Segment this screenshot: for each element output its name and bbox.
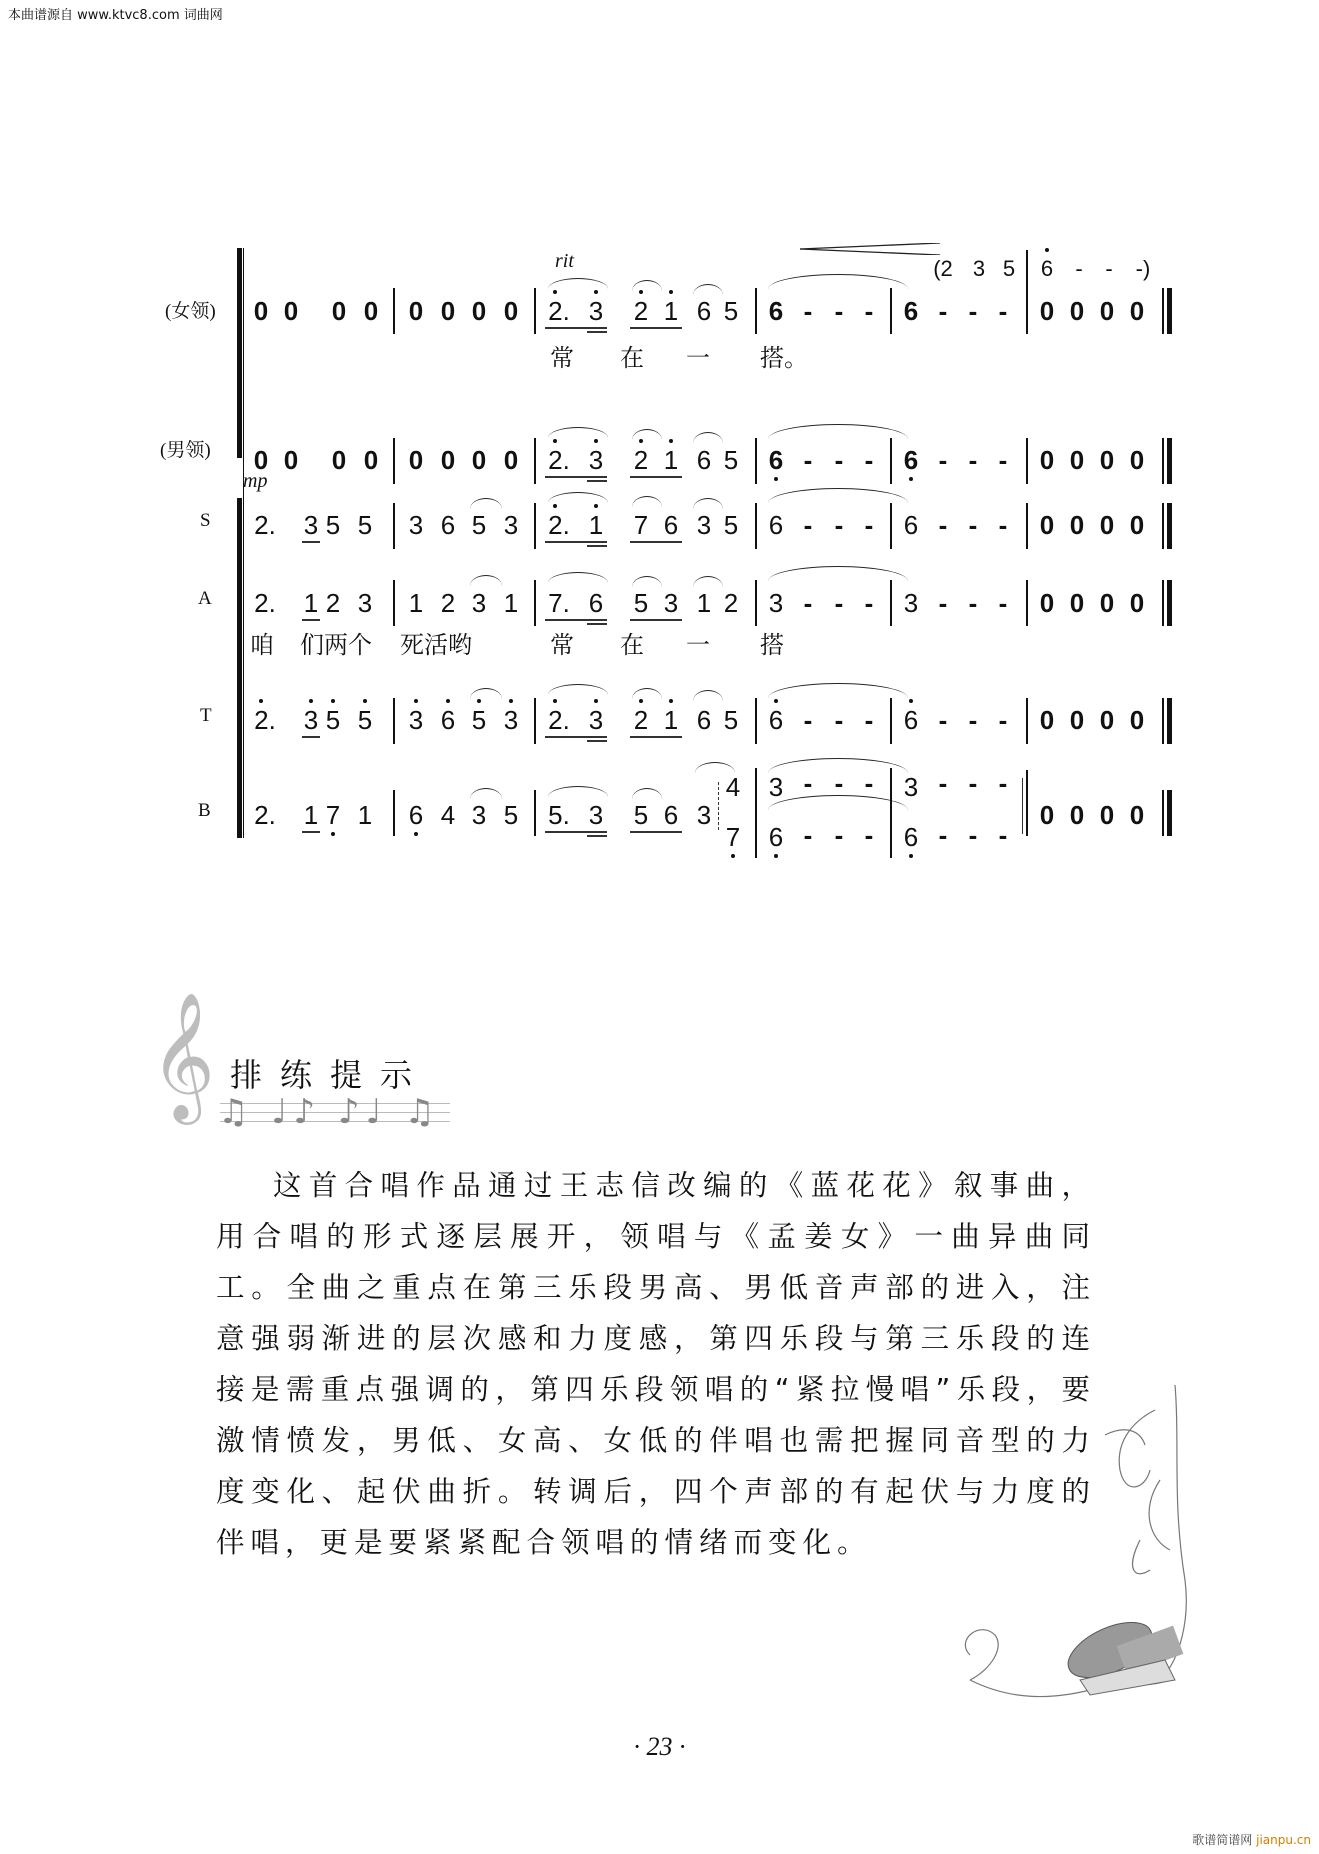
section-title: 排练提示 [230, 1056, 431, 1094]
note: 2. [544, 445, 574, 475]
underline-beam [302, 541, 320, 543]
barline [755, 438, 757, 484]
note: 6 [903, 510, 919, 540]
note: - [864, 296, 874, 326]
barline [890, 580, 892, 626]
slur [693, 432, 723, 443]
note: 5 [633, 588, 649, 618]
note: - [938, 510, 948, 540]
slur [548, 492, 608, 503]
slur [470, 688, 502, 699]
underline-beam [630, 541, 682, 543]
slur [548, 427, 608, 438]
note: 0 [1069, 445, 1085, 475]
underline-beam [302, 619, 320, 621]
barline [755, 768, 757, 858]
note: 0 [471, 445, 487, 475]
slur [470, 498, 502, 509]
note: 0 [1129, 510, 1145, 540]
note: - [938, 588, 948, 618]
underline-beam [630, 619, 682, 621]
note: 6 [900, 822, 922, 852]
barline [1026, 250, 1028, 334]
note: 0 [1069, 588, 1085, 618]
note: - [968, 768, 978, 798]
note: 3 [471, 588, 487, 618]
part-label-soprano: S [200, 510, 211, 531]
barline [890, 288, 892, 334]
note: - [998, 445, 1008, 475]
note: - [938, 705, 948, 735]
note: - [803, 588, 813, 618]
lyric: 常 [550, 344, 574, 372]
slur [632, 496, 662, 507]
barline [534, 580, 536, 626]
barline [534, 438, 536, 484]
treble-clef-icon: 𝄞 [150, 991, 216, 1119]
final-barline-thick [1167, 790, 1172, 836]
note: - [938, 768, 948, 798]
note: 5. [548, 800, 570, 830]
tie [768, 274, 908, 289]
note: - [864, 705, 874, 735]
note: 6 [765, 822, 787, 852]
note: 5 [723, 705, 739, 735]
note: 0 [331, 296, 347, 326]
barline [890, 503, 892, 549]
cue-note: 5 [1002, 256, 1016, 281]
note: 1 [503, 588, 519, 618]
note: 0 [1099, 296, 1115, 326]
note: - [968, 445, 978, 475]
note: 5 [471, 510, 487, 540]
divisi-bracket [718, 782, 721, 830]
note: 6 [663, 800, 679, 830]
part-label-tenor: T [200, 705, 212, 726]
note: 1 [303, 800, 319, 830]
underline-beam [587, 835, 607, 837]
slur [548, 786, 608, 797]
note: 0 [440, 445, 456, 475]
note: 0 [283, 445, 299, 475]
note: 6 [405, 800, 427, 830]
rehearsal-tips-header [150, 991, 490, 1160]
barline [393, 288, 395, 334]
barline [393, 438, 395, 484]
part-label-alto: A [198, 588, 212, 609]
final-barline-thick [1167, 288, 1172, 334]
note: 2. [250, 705, 280, 735]
note: - [803, 510, 813, 540]
note: 6 [900, 705, 922, 735]
note: 0 [1099, 510, 1115, 540]
note: 5 [322, 705, 344, 735]
barline [755, 503, 757, 549]
note: 0 [1069, 510, 1085, 540]
note: 3 [585, 705, 607, 735]
note: 5 [723, 445, 739, 475]
underline-beam [630, 327, 682, 329]
note: 1 [660, 705, 682, 735]
underline-beam [630, 831, 682, 833]
barline [393, 580, 395, 626]
note: 3 [768, 588, 784, 618]
note: 0 [1129, 588, 1145, 618]
watermark-site: jianpu.cn [1256, 1833, 1311, 1847]
underline-beam [545, 831, 607, 833]
barline [393, 698, 395, 744]
slur [548, 278, 608, 289]
note: - [968, 296, 978, 326]
tie [768, 424, 908, 439]
note: - [803, 768, 813, 798]
note: 0 [503, 296, 519, 326]
note: 0 [1039, 510, 1055, 540]
rit-marking: rit [555, 250, 574, 272]
barline [393, 503, 395, 549]
note: 0 [1069, 705, 1085, 735]
note: 1 [303, 588, 319, 618]
note: 6 [663, 510, 679, 540]
lyric: 死活哟 [400, 631, 472, 659]
final-barline-thick [1167, 580, 1172, 626]
note: - [803, 445, 813, 475]
note: 0 [1099, 588, 1115, 618]
note: 3 [357, 588, 373, 618]
final-barline-thin [1162, 580, 1164, 626]
note: 3 [405, 705, 427, 735]
final-barline-thin [1162, 698, 1164, 744]
final-barline-thin [1162, 503, 1164, 549]
note: - [998, 510, 1008, 540]
note: 1 [408, 588, 424, 618]
note: - [834, 820, 844, 850]
lyric: 搭 [760, 631, 784, 659]
note: 6 [765, 705, 787, 735]
slur [470, 788, 502, 799]
note: 0 [1069, 296, 1085, 326]
watermark-cn: 歌谱简谱网 [1192, 1833, 1253, 1847]
slur [632, 788, 662, 799]
barline [755, 288, 757, 334]
note: 3 [300, 705, 322, 735]
note: 7 [322, 800, 344, 830]
watermark [1192, 1831, 1311, 1848]
note: 5 [357, 510, 373, 540]
tie [768, 488, 908, 503]
note: 3 [585, 445, 607, 475]
slur [632, 576, 662, 587]
note: 2 [630, 445, 652, 475]
note: 6 [900, 445, 922, 475]
note: 3 [303, 510, 319, 540]
note: - [864, 588, 874, 618]
note: 0 [1129, 296, 1145, 326]
note: 0 [440, 296, 456, 326]
divisi-bracket-end [1022, 778, 1025, 834]
note: 0 [471, 296, 487, 326]
note: - [864, 510, 874, 540]
lyric: 一 [686, 631, 710, 659]
underline-beam [545, 541, 607, 543]
cue-note: (2 [933, 256, 953, 281]
note: 2 [440, 588, 456, 618]
final-barline-thick [1167, 438, 1172, 484]
note: - [864, 768, 874, 798]
note: - [998, 588, 1008, 618]
note: 1 [660, 445, 682, 475]
underline-beam [302, 736, 320, 738]
source-note: 本曲谱源自 www.ktvc8.com 词曲网 [8, 8, 223, 23]
note: 0 [283, 296, 299, 326]
note: 0 [1039, 705, 1055, 735]
note: 0 [1069, 800, 1085, 830]
barline [1026, 770, 1028, 836]
note: 6 [696, 445, 712, 475]
note: 2. [544, 296, 574, 326]
barline [890, 438, 892, 484]
system-bracket-leads [237, 248, 242, 458]
underline-beam [545, 736, 607, 738]
barline [1026, 503, 1028, 549]
note: - [834, 445, 844, 475]
underline-beam [545, 476, 607, 478]
underline-beam [630, 736, 682, 738]
note: - [834, 510, 844, 540]
cue-fermata-note: 6 [1036, 254, 1058, 284]
note: - [968, 820, 978, 850]
underline-beam [302, 831, 320, 833]
note: 5 [723, 510, 739, 540]
note: 5 [354, 705, 376, 735]
slur [693, 498, 723, 509]
note: 0 [253, 296, 269, 326]
lyric: 们两个 [300, 631, 372, 659]
note: 7. [548, 588, 570, 618]
note: 6 [903, 296, 919, 326]
note: 1 [585, 510, 607, 540]
barline [534, 503, 536, 549]
note: 3 [903, 772, 919, 802]
music-score [0, 0, 1319, 900]
lyric: 一 [686, 344, 710, 372]
note: 0 [408, 445, 424, 475]
music-notes-icon: ♫ ♩♪ ♪♩ ♫ [218, 1092, 441, 1132]
note: 5 [325, 510, 341, 540]
cue-note: - [1075, 256, 1083, 281]
tie [768, 566, 908, 581]
note: - [938, 820, 948, 850]
part-label-bass: B [198, 800, 211, 821]
note: 5 [723, 296, 739, 326]
final-barline-thin [1162, 438, 1164, 484]
note: 1 [357, 800, 373, 830]
barline [755, 580, 757, 626]
note: 3 [585, 296, 607, 326]
cue-note: - [1105, 256, 1113, 281]
note: - [834, 296, 844, 326]
cue-note: -) [1135, 256, 1151, 281]
slur [693, 576, 723, 587]
barline [534, 288, 536, 334]
note: 5 [503, 800, 519, 830]
note: 0 [503, 445, 519, 475]
note: 0 [1039, 588, 1055, 618]
note: - [834, 588, 844, 618]
note: 2 [325, 588, 341, 618]
note: 6 [696, 705, 712, 735]
lyric: 搭。 [760, 344, 808, 372]
note: - [998, 820, 1008, 850]
note: 4 [440, 800, 456, 830]
note: 5 [633, 800, 649, 830]
decrescendo-hairpin [800, 240, 940, 252]
barline [890, 698, 892, 744]
system-bracket-choir [237, 498, 242, 838]
decorative-instrument-illustration [940, 1380, 1200, 1740]
note: 6 [768, 510, 784, 540]
cue-note: 3 [972, 256, 986, 281]
note: 3 [408, 510, 424, 540]
slur [548, 572, 608, 583]
note: 2. [254, 800, 276, 830]
barline [755, 698, 757, 744]
barline [534, 790, 536, 836]
final-barline-thick [1167, 698, 1172, 744]
note: - [968, 705, 978, 735]
tie [768, 683, 908, 698]
lyric: 咱 [250, 631, 274, 659]
final-barline-thin [1162, 288, 1164, 334]
note: 0 [331, 445, 347, 475]
note: - [938, 445, 948, 475]
note: 0 [408, 296, 424, 326]
tips-paragraph: 这首合唱作品通过王志信改编的《蓝花花》叙事曲，用合唱的形式逐层展开，领唱与《孟姜女》一曲异曲同工。全曲之重点在第三乐段男高、男低音声部的进入，注意强弱渐进的层次感和力度感，第四乐段与第三乐段的连接是需重点强调的，第四乐段领唱的“紧拉慢唱”乐段，要激情愤发，男低、女高、女低的伴唱也需把握同音型的力度变化、起伏曲折。转调后，四个声部的有起伏与力度的伴唱，更是要紧紧配合领唱的情绪而变化。 [216, 1169, 1096, 1559]
slur [693, 690, 723, 701]
note-divisi-lower: 7 [722, 822, 744, 852]
note: - [803, 820, 813, 850]
final-barline-thick [1167, 503, 1172, 549]
note: - [968, 588, 978, 618]
note: 0 [363, 296, 379, 326]
note: 6 [588, 588, 604, 618]
note: - [998, 705, 1008, 735]
note: 6 [440, 510, 456, 540]
note: 0 [1129, 445, 1145, 475]
slur [470, 575, 502, 586]
note: 0 [1129, 800, 1145, 830]
note: 3 [903, 588, 919, 618]
note: 6 [768, 296, 784, 326]
note: 0 [1099, 800, 1115, 830]
note: - [998, 296, 1008, 326]
note: 3 [768, 772, 784, 802]
note: 2 [630, 705, 652, 735]
note: 0 [1099, 445, 1115, 475]
note: 0 [1039, 445, 1055, 475]
note: - [864, 445, 874, 475]
note: 3 [503, 510, 519, 540]
note: - [864, 820, 874, 850]
barline [1026, 580, 1028, 626]
underline-beam [587, 545, 607, 547]
system-line [243, 248, 244, 838]
part-label-female-lead: (女领) [165, 301, 216, 322]
slur [548, 684, 608, 695]
note: 5 [468, 705, 490, 735]
note: 1 [696, 588, 712, 618]
note: 0 [1129, 705, 1145, 735]
note: 3 [696, 510, 712, 540]
underline-beam [545, 619, 607, 621]
mp-marking: mp [243, 470, 268, 492]
note: 1 [660, 296, 682, 326]
lyric: 常 [550, 631, 574, 659]
note: 0 [1039, 800, 1055, 830]
slur [693, 284, 723, 295]
note: 6 [696, 296, 712, 326]
note: 3 [500, 705, 522, 735]
note: - [938, 296, 948, 326]
barline [890, 768, 892, 858]
note: 0 [363, 445, 379, 475]
barline [1026, 438, 1028, 484]
note-divisi-upper: 4 [725, 772, 741, 802]
underline-beam [587, 623, 607, 625]
note: - [968, 510, 978, 540]
lyric: 在 [620, 344, 644, 372]
note: 2 [630, 296, 652, 326]
note: 0 [1099, 705, 1115, 735]
underline-beam [587, 331, 607, 333]
note: 2. [544, 705, 574, 735]
note: 2 [723, 588, 739, 618]
slur [632, 429, 662, 440]
note: 0 [253, 445, 269, 475]
note: - [998, 768, 1008, 798]
underline-beam [630, 476, 682, 478]
note: 2. [544, 510, 574, 540]
note: 3 [588, 800, 604, 830]
underline-beam [587, 740, 607, 742]
note: 7 [633, 510, 649, 540]
lyric: 在 [620, 631, 644, 659]
note: 6 [437, 705, 459, 735]
note: 6 [765, 445, 787, 475]
note: - [803, 705, 813, 735]
barline [534, 698, 536, 744]
part-label-male-lead: (男领) [160, 440, 211, 461]
note: - [834, 768, 844, 798]
barline [393, 790, 395, 836]
final-barline-thin [1162, 790, 1164, 836]
note: 3 [663, 588, 679, 618]
note: - [834, 705, 844, 735]
note: 3 [471, 800, 487, 830]
note: 2. [254, 510, 276, 540]
note: 3 [696, 800, 712, 830]
note: 2. [254, 588, 276, 618]
slur [632, 280, 662, 291]
note: - [803, 296, 813, 326]
underline-beam [587, 480, 607, 482]
underline-beam [545, 327, 607, 329]
note: 0 [1039, 296, 1055, 326]
page-number: · 23 · [633, 1732, 686, 1761]
barline [1026, 698, 1028, 744]
slur [632, 688, 662, 699]
